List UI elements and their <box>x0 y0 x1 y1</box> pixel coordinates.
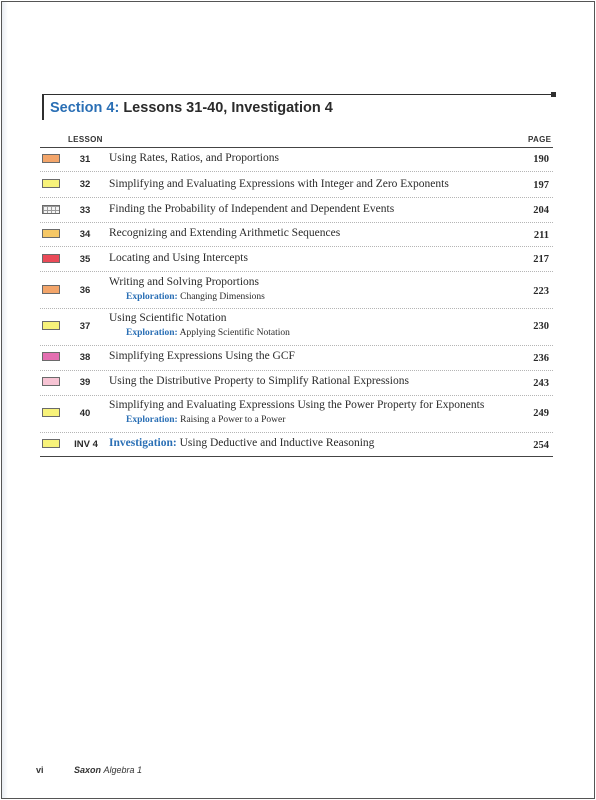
lesson-title: Using the Distributive Property to Simplify Rational Expressions <box>109 375 409 387</box>
color-swatch <box>42 154 60 163</box>
lesson-title: Using Scientific Notation <box>109 312 227 324</box>
exploration-title: Applying Scientific Notation <box>179 328 290 338</box>
lesson-title: Using Rates, Ratios, and Proportions <box>109 152 279 164</box>
exploration-title: Changing Dimensions <box>180 292 265 302</box>
color-swatch <box>42 205 60 214</box>
header-rule-end-marker <box>551 92 556 97</box>
lesson-number: 31 <box>79 154 91 165</box>
page-edge-shadow <box>2 2 8 798</box>
page-number: 190 <box>533 154 549 165</box>
lesson-number: 37 <box>79 321 91 332</box>
lesson-row-36[interactable] <box>40 273 553 309</box>
page-number: 204 <box>533 205 549 216</box>
footer-page-number: vi <box>36 765 44 775</box>
lesson-title: Simplifying and Evaluating Expressions Using the Power Property for Exponents <box>109 399 485 411</box>
lesson-row-38[interactable] <box>40 347 553 371</box>
color-swatch <box>42 179 60 188</box>
lesson-number: 32 <box>79 179 91 190</box>
investigation-line <box>109 437 374 449</box>
section-label: Section 4: <box>50 100 120 116</box>
color-swatch <box>42 321 60 330</box>
page-number: 254 <box>533 440 549 451</box>
lesson-number: INV 4 <box>74 439 98 450</box>
footer-book: Algebra 1 <box>103 765 143 775</box>
lesson-title: Finding the Probability of Independent and Dependent Events <box>109 203 395 215</box>
lesson-row-37[interactable] <box>40 310 553 346</box>
lesson-number: 38 <box>79 352 91 363</box>
section-title <box>50 100 333 116</box>
exploration-line <box>126 415 285 425</box>
color-swatch <box>42 377 60 386</box>
color-swatch <box>42 439 60 448</box>
lesson-column-header: LESSON <box>68 135 103 144</box>
lesson-title: Simplifying Expressions Using the GCF <box>109 350 295 362</box>
lesson-number: 36 <box>79 285 91 296</box>
lesson-row-39[interactable] <box>40 372 553 396</box>
page-number: 223 <box>533 286 549 297</box>
lesson-title: Writing and Solving Proportions <box>109 276 259 288</box>
lesson-number: 33 <box>79 205 91 216</box>
exploration-line <box>126 328 290 338</box>
investigation-label: Investigation: <box>109 437 177 449</box>
color-swatch <box>42 229 60 238</box>
color-swatch <box>42 285 60 294</box>
exploration-label: Exploration: <box>126 415 178 425</box>
page-number: 230 <box>533 321 549 332</box>
section-header <box>42 92 556 122</box>
color-swatch <box>42 352 60 361</box>
page-column-header: PAGE <box>528 135 552 144</box>
lesson-number: 40 <box>79 408 91 419</box>
lesson-number: 39 <box>79 377 91 388</box>
header-rule <box>42 94 554 95</box>
footer-brand: Saxon <box>74 765 102 775</box>
color-swatch <box>42 254 60 263</box>
page-number: 211 <box>533 230 549 241</box>
section-name: Lessons 31-40, Investigation 4 <box>123 100 333 116</box>
exploration-label: Exploration: <box>126 328 178 338</box>
lesson-title: Using Deductive and Inductive Reasoning <box>179 437 375 449</box>
lesson-row-40[interactable] <box>40 397 553 433</box>
lesson-title: Simplifying and Evaluating Expressions with Integer and Zero Exponents <box>109 178 449 190</box>
lesson-number: 34 <box>79 229 91 240</box>
exploration-label: Exploration: <box>126 292 178 302</box>
lesson-row-35[interactable] <box>40 248 553 272</box>
footer-book-title <box>74 765 142 775</box>
lesson-row-34[interactable] <box>40 224 553 247</box>
header-bracket <box>42 94 44 120</box>
investigation-row-4[interactable] <box>40 434 553 457</box>
page-number: 243 <box>533 378 549 389</box>
exploration-title: Raising a Power to a Power <box>180 415 286 425</box>
page-number: 197 <box>533 180 549 191</box>
page-number: 217 <box>533 254 549 265</box>
color-swatch <box>42 408 60 417</box>
lesson-row-33[interactable] <box>40 199 553 223</box>
lesson-title: Recognizing and Extending Arithmetic Sequences <box>109 227 341 239</box>
exploration-line <box>126 292 265 302</box>
lesson-row-31[interactable] <box>40 148 553 172</box>
lesson-row-32[interactable] <box>40 173 553 198</box>
lesson-number: 35 <box>79 254 91 265</box>
page-number: 249 <box>533 408 549 419</box>
lesson-title: Locating and Using Intercepts <box>109 252 248 264</box>
page-number: 236 <box>533 353 549 364</box>
